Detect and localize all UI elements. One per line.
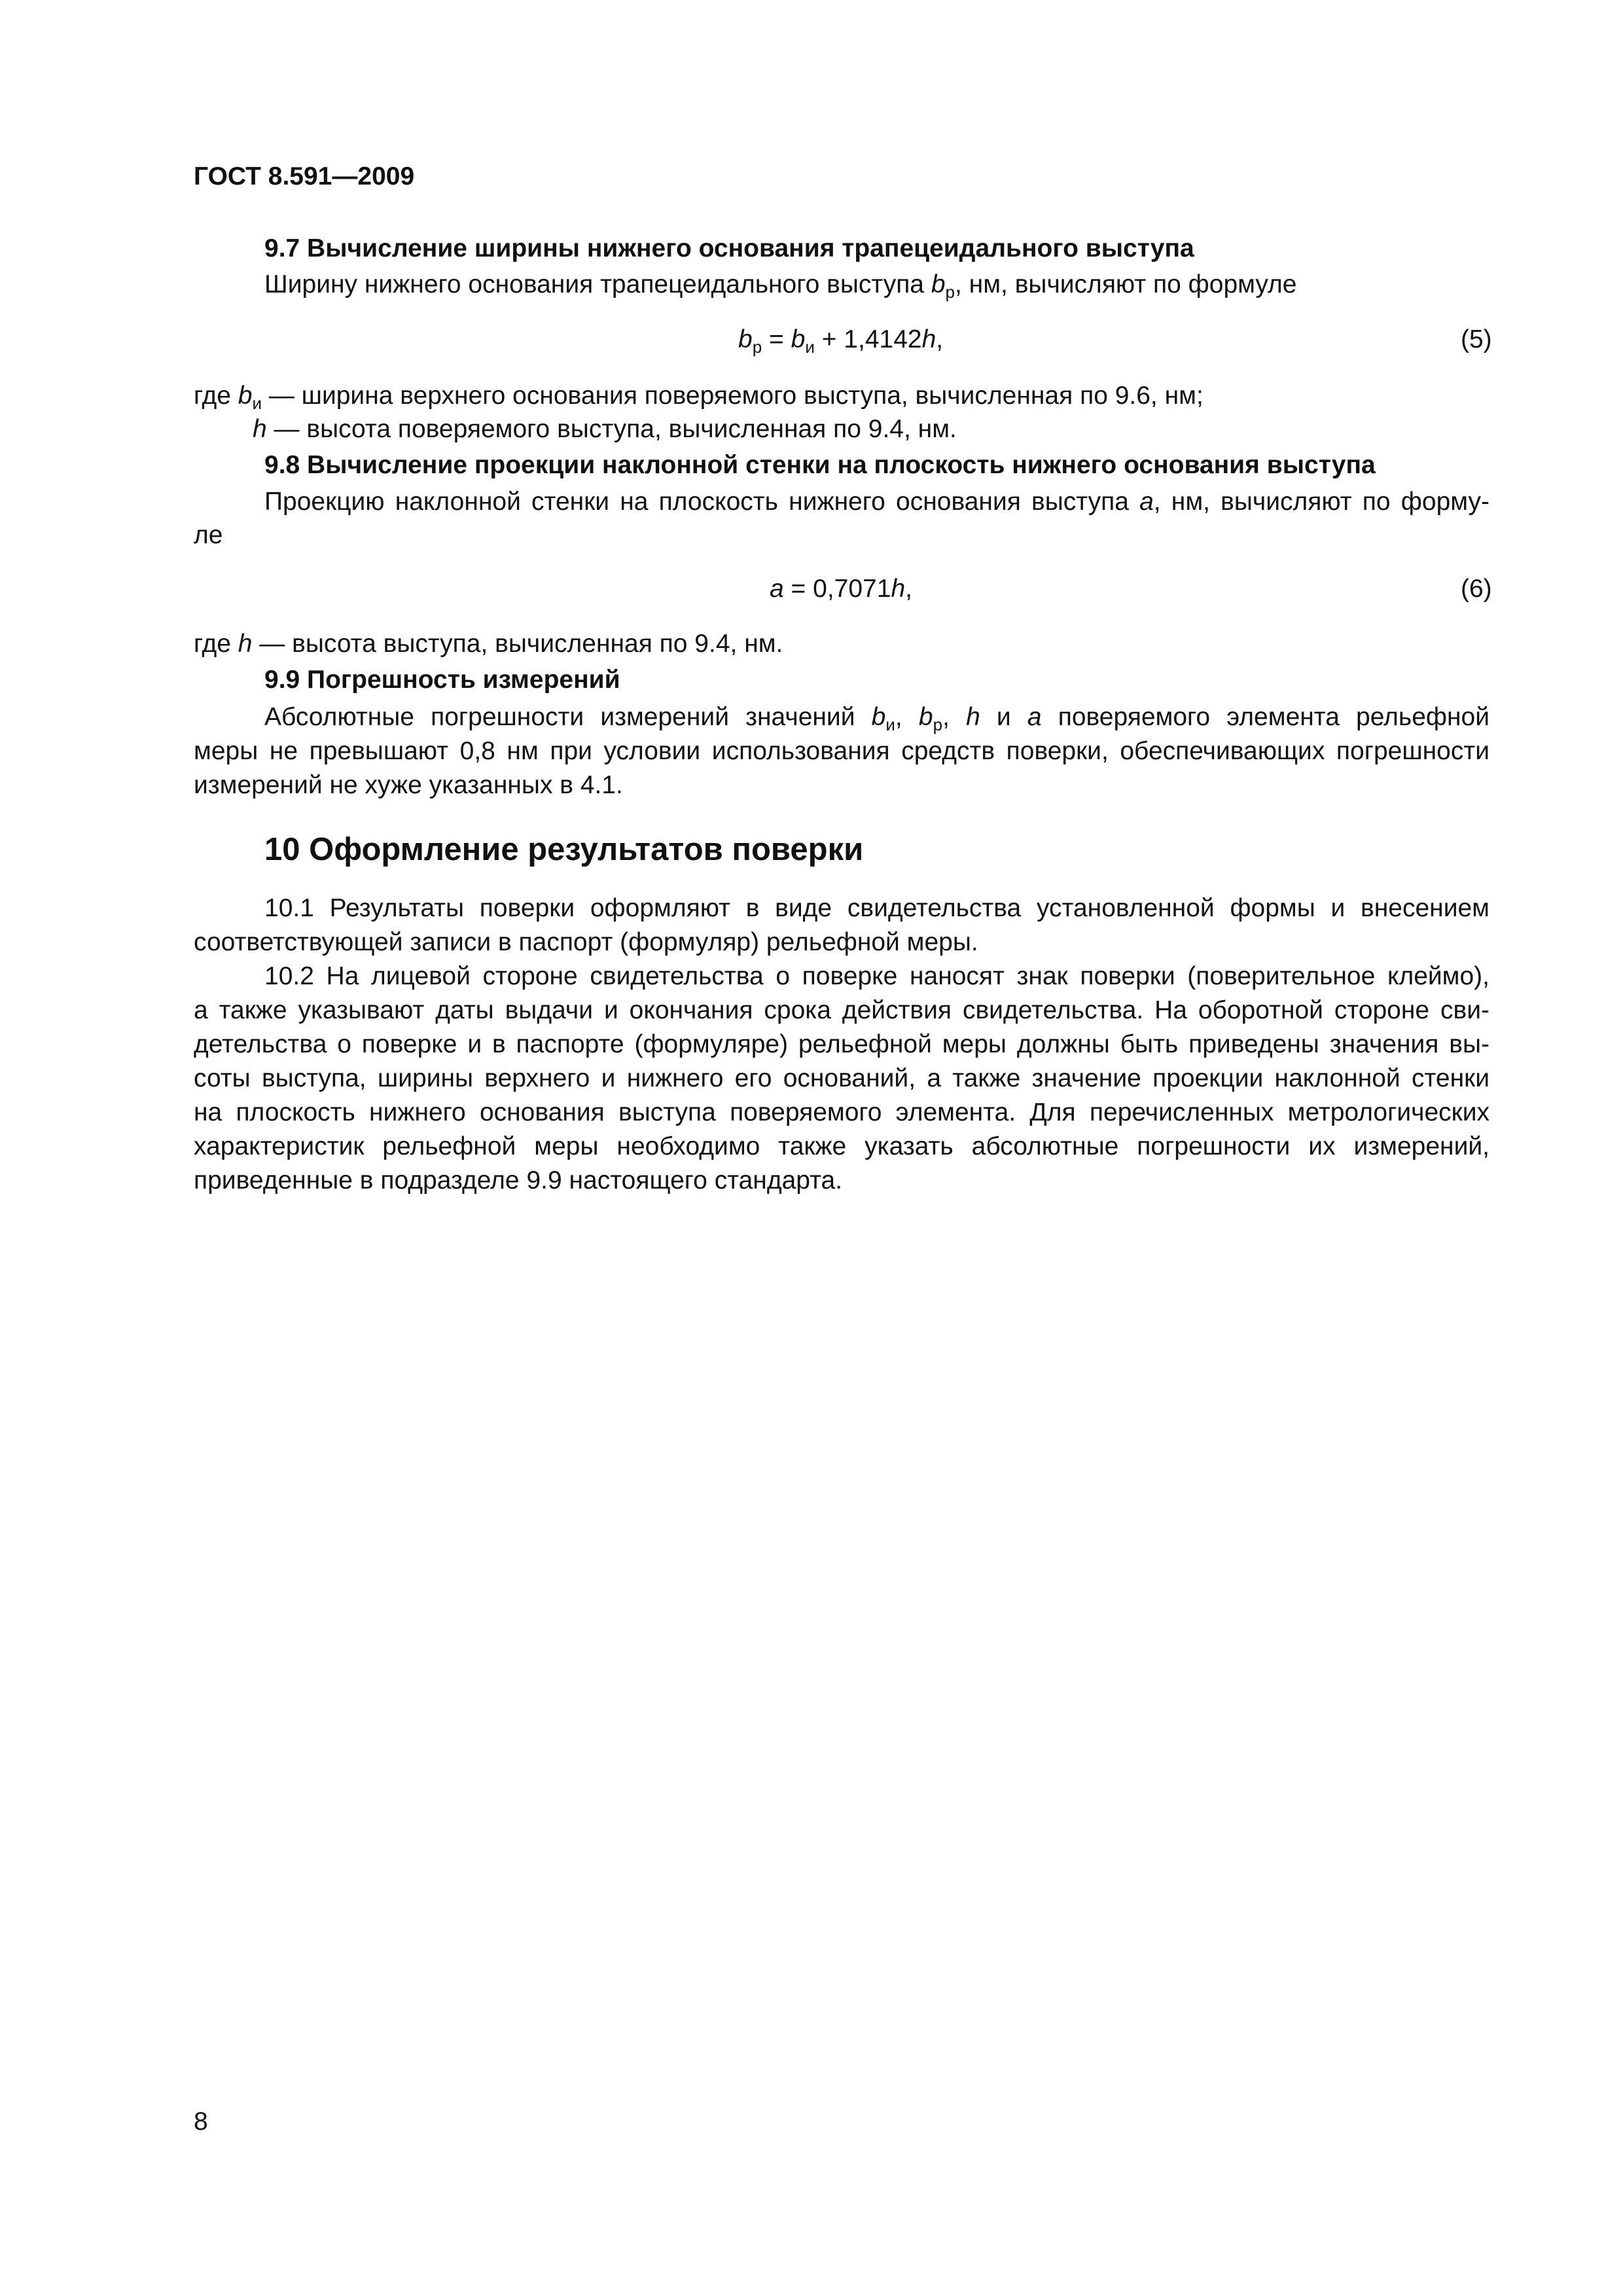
formula-6: a = 0,7071h, bbox=[770, 575, 912, 603]
formula-5-number: (5) bbox=[1461, 325, 1492, 353]
section-10-2-line-7: приведенные в подразделе 9.9 настоящего стандарта. bbox=[194, 1166, 843, 1194]
section-9-8-intro: Проекцию наклонной стенки на плоскость нижнего основания выступа а, нм, вычисляют по форму- bbox=[264, 488, 1489, 516]
section-10-2-line-4: соты выступа, ширины верхнего и нижнего его оснований, а также значение проекции наклонной стенки bbox=[194, 1064, 1489, 1092]
formula-5-where-line-2: h — высота поверяемого выступа, вычисленная по 9.4, нм. bbox=[253, 415, 957, 443]
page-number: 8 bbox=[194, 2108, 208, 2136]
formula-6-number: (6) bbox=[1461, 575, 1492, 603]
section-10-2-line-5: на плоскость нижнего основания выступа поверяемого элемента. Для перечисленных метрологических bbox=[194, 1098, 1489, 1126]
section-10-2-line-6: характеристик рельефной меры необходимо также указать абсолютные погрешности их измерений, bbox=[194, 1132, 1489, 1160]
document-code-header: ГОСТ 8.591—2009 bbox=[194, 162, 415, 190]
section-10-1-line-2: соответствующей записи в паспорт (формуляр) рельефной меры. bbox=[194, 928, 978, 956]
section-9-9-line-2: меры не превышают 0,8 нм при условии использования средств поверки, обеспечивающих погрешности bbox=[194, 737, 1489, 765]
formula-6-where: где h — высота выступа, вычисленная по 9.4, нм. bbox=[194, 630, 783, 658]
section-9-7-intro: Ширину нижнего основания трапецеидального выступа $b_р$, нм, вычисляют по формуле bbox=[264, 270, 1297, 302]
section-10-2-line-1: 10.2 На лицевой стороне свидетельства о поверке наносят знак поверки (поверительное клеймо), bbox=[264, 962, 1489, 990]
section-9-7-heading: 9.7 Вычисление ширины нижнего основания трапецеидального выступа bbox=[264, 234, 1194, 262]
section-10-2-line-3: детельства о поверке и в паспорте (формуляре) рельефной меры должны быть приведены значения вы- bbox=[194, 1030, 1489, 1058]
section-10-1-line-1: 10.1 Результаты поверки оформляют в виде свидетельства установленной формы и внесением bbox=[264, 894, 1489, 922]
formula-5: $b_р = b_и + 1,4142h$, bbox=[738, 325, 944, 357]
section-9-9-line-1: Абсолютные погрешности измерений значений $b_и$, $b_р$, h и a поверяемого элемента рельефной bbox=[264, 703, 1490, 734]
section-9-8-intro-continuation: ле bbox=[194, 521, 223, 549]
section-9-9-heading: 9.9 Погрешность измерений bbox=[264, 666, 620, 694]
section-10-2-line-2: а также указывают даты выдачи и окончания срока действия свидетельства. На оборотной стороне сви- bbox=[194, 996, 1489, 1024]
section-9-9-line-3: измерений не хуже указанных в 4.1. bbox=[194, 771, 623, 799]
formula-5-where-line-1: где $b_и$ — ширина верхнего основания поверяемого выступа, вычисленная по 9.6, нм; bbox=[194, 382, 1204, 413]
section-10-heading: 10 Оформление результатов поверки bbox=[264, 832, 864, 867]
section-9-8-heading: 9.8 Вычисление проекции наклонной стенки на плоскость нижнего основания выступа bbox=[264, 451, 1376, 479]
